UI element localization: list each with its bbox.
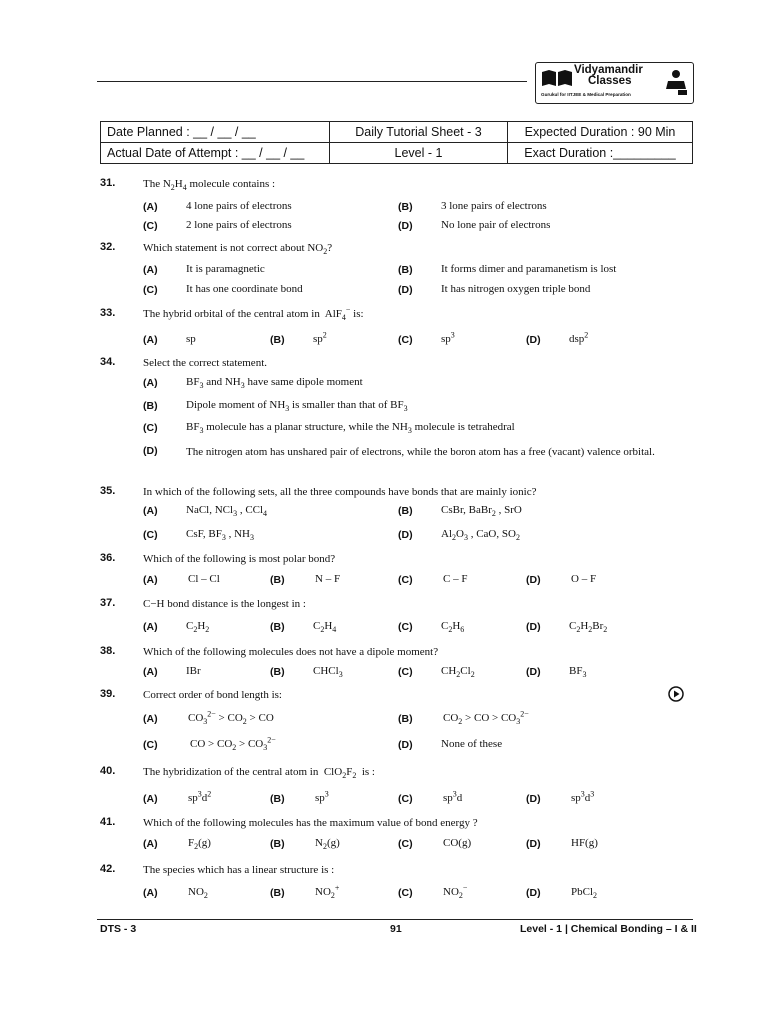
q42-c-label[interactable]: (C)	[398, 887, 413, 899]
student-desk-icon	[664, 69, 688, 97]
q40-d-label[interactable]: (D)	[526, 793, 541, 805]
q39-text: Correct order of bond length is:	[143, 689, 282, 701]
footer-topic: Level - 1 | Chemical Bonding – I & II	[520, 923, 697, 935]
q35-a[interactable]: NaCl, NCl$_3$ , CCl$_4$	[186, 504, 268, 519]
q38-d-label[interactable]: (D)	[526, 666, 541, 678]
q33-d[interactable]: dsp$^2$	[569, 330, 589, 345]
q37-bond: C−H	[143, 598, 165, 610]
q36-d-label[interactable]: (D)	[526, 574, 541, 586]
q39-d[interactable]: None of these	[441, 738, 503, 750]
top-rule	[97, 81, 527, 82]
q37-c-label[interactable]: (C)	[398, 621, 413, 633]
video-play-icon[interactable]	[668, 686, 684, 702]
q34-c[interactable]: $BF_3$ molecule has a planar structure, while the $NH_3$ molecule is tetrahedral	[186, 421, 515, 436]
q41-b-label[interactable]: (B)	[270, 838, 285, 850]
q36-b[interactable]: N – F	[315, 573, 341, 585]
footer-sheet: DTS - 3	[100, 923, 137, 935]
q32-c-label[interactable]: (C)	[143, 284, 158, 296]
q31-c-label[interactable]: (C)	[143, 220, 158, 232]
q38-d[interactable]: $BF_3$	[569, 665, 587, 680]
q37-b-label[interactable]: (B)	[270, 621, 285, 633]
q38-b-label[interactable]: (B)	[270, 666, 285, 678]
q41-a-label[interactable]: (A)	[143, 838, 158, 850]
logo-name-line2: Classes	[588, 75, 632, 87]
q40-text-main: The hybridization of the central atom in	[143, 766, 319, 778]
q36-c[interactable]: C – F	[443, 573, 468, 585]
q33-text: The hybrid orbital of the central atom in AlF$_4$− is:	[143, 305, 364, 323]
q38-a[interactable]: IBr	[186, 665, 201, 677]
q37-number: 37.	[100, 597, 116, 609]
q35-d-label[interactable]: (D)	[398, 529, 413, 541]
q31-b[interactable]: 3 lone pairs of electrons	[441, 200, 547, 212]
q36-c-label[interactable]: (C)	[398, 574, 413, 586]
q39-a[interactable]: $CO_3^{2-} > CO_2$ > CO	[188, 709, 274, 727]
q36-text: Which of the following is most polar bond?	[143, 553, 336, 565]
q40-text: The hybridization of the central atom in $ClO_2F_2$ is :	[143, 766, 375, 781]
q39-c[interactable]: CO > $CO_2 > CO_3^{2-}$	[190, 735, 276, 753]
q35-d[interactable]: $Al_2O_3$ , CaO, $SO_2$	[441, 528, 520, 543]
q31-b-label[interactable]: (B)	[398, 201, 413, 213]
q32-c[interactable]: It has one coordinate bond	[186, 283, 303, 295]
q40-b[interactable]: $sp^3$	[315, 789, 329, 804]
q34-b[interactable]: Dipole moment of $NH_3$ is smaller than that of $BF_3$	[186, 399, 408, 414]
q40-a-label[interactable]: (A)	[143, 793, 158, 805]
q40-c-label[interactable]: (C)	[398, 793, 413, 805]
q32-d-label[interactable]: (D)	[398, 284, 413, 296]
q38-number: 38.	[100, 645, 116, 657]
q33-b-label[interactable]: (B)	[270, 334, 285, 346]
q37-d-label[interactable]: (D)	[526, 621, 541, 633]
q38-a-label[interactable]: (A)	[143, 666, 158, 678]
q40-number: 40.	[100, 765, 116, 777]
q42-a-label[interactable]: (A)	[143, 887, 158, 899]
q39-d-label[interactable]: (D)	[398, 739, 413, 751]
q39-a-label[interactable]: (A)	[143, 713, 158, 725]
q31-a-label[interactable]: (A)	[143, 201, 158, 213]
q41-number: 41.	[100, 816, 116, 828]
logo	[535, 62, 694, 104]
q35-number: 35.	[100, 485, 116, 497]
books-logo-icon	[541, 68, 573, 88]
q33-a[interactable]: sp	[186, 333, 196, 345]
q37-c[interactable]: $C_2H_6$	[441, 620, 465, 635]
q40-b-label[interactable]: (B)	[270, 793, 285, 805]
logo-tagline: Gurukul for IITJEE & Medical Preparation	[541, 92, 631, 97]
q40-c[interactable]: $sp^3d$	[443, 789, 463, 804]
q41-a[interactable]: $F_2(g)$	[188, 837, 211, 852]
q41-c[interactable]: CO(g)	[443, 837, 472, 849]
footer-rule	[97, 919, 693, 920]
q32-text-main: Which statement is not correct about NO	[143, 242, 324, 254]
sheet-title: Daily Tutorial Sheet - 3	[330, 122, 508, 143]
q38-b[interactable]: CHCl$_3$	[313, 665, 343, 680]
q37-a-label[interactable]: (A)	[143, 621, 158, 633]
q35-c-label[interactable]: (C)	[143, 529, 158, 541]
q40-a[interactable]: $sp^3d^2$	[188, 789, 212, 804]
q35-b-label[interactable]: (B)	[398, 505, 413, 517]
q41-c-label[interactable]: (C)	[398, 838, 413, 850]
q40-d[interactable]: $sp^3d^3$	[571, 789, 595, 804]
q42-d[interactable]: PbCl$_2$	[571, 886, 598, 901]
q31-d-label[interactable]: (D)	[398, 220, 413, 232]
actual-date: Actual Date of Attempt : __ / __ / __	[101, 143, 330, 164]
q34-b-label[interactable]: (B)	[143, 400, 158, 412]
q35-c[interactable]: CsF, $BF_3$ , $NH_3$	[186, 528, 254, 543]
expected-duration: Expected Duration : 90 Min	[508, 122, 693, 143]
q36-a[interactable]: Cl – Cl	[188, 573, 220, 585]
q34-d[interactable]: The nitrogen atom has unshared pair of electrons, while the boron atom has a free (vacant) valence orbital.	[186, 446, 655, 458]
q34-a[interactable]: $BF_3$ and $NH_3$ have same dipole moment	[186, 376, 363, 391]
q33-d-label[interactable]: (D)	[526, 334, 541, 346]
q42-text: The species which has a linear structure is :	[143, 864, 335, 876]
q32-d[interactable]: It has nitrogen oxygen triple bond	[441, 283, 591, 295]
q33-a-label[interactable]: (A)	[143, 334, 158, 346]
q41-text: Which of the following molecules has the maximum value of bond energy ?	[143, 817, 478, 829]
q31-a[interactable]: 4 lone pairs of electrons	[186, 200, 292, 212]
q35-text: In which of the following sets, all the three compounds have bonds that are mainly ionic?	[143, 486, 537, 498]
q36-a-label[interactable]: (A)	[143, 574, 158, 586]
q32-number: 32.	[100, 241, 116, 253]
q37-a[interactable]: $C_2H_2$	[186, 620, 210, 635]
q31-c[interactable]: 2 lone pairs of electrons	[186, 219, 292, 231]
q32-b[interactable]: It forms dimer and paramanetism is lost	[441, 263, 617, 275]
exact-duration: Exact Duration :_________	[508, 143, 693, 164]
q33-number: 33.	[100, 307, 116, 319]
q37-text-main: bond distance is the longest in :	[167, 598, 306, 610]
q33-b[interactable]: $sp^2$	[313, 330, 327, 345]
q39-b-label[interactable]: (B)	[398, 713, 413, 725]
q31-d[interactable]: No lone pair of electrons	[441, 219, 551, 231]
q36-d[interactable]: O – F	[571, 573, 597, 585]
q32-a[interactable]: It is paramagnetic	[186, 263, 265, 275]
q34-d-label[interactable]: (D)	[143, 445, 158, 457]
q41-b[interactable]: $N_2(g)$	[315, 837, 340, 852]
q39-b[interactable]: $CO_2$ > CO > $CO_3^{2-}$	[443, 709, 529, 727]
q37-d[interactable]: $C_2H_2Br_2$	[569, 620, 608, 635]
q42-a[interactable]: $NO_2$	[188, 886, 208, 901]
q42-d-label[interactable]: (D)	[526, 887, 541, 899]
q41-d-label[interactable]: (D)	[526, 838, 541, 850]
q34-c-label[interactable]: (C)	[143, 422, 158, 434]
q42-c[interactable]: $NO_2^-$	[443, 883, 468, 901]
q42-number: 42.	[100, 863, 116, 875]
q38-c[interactable]: $CH_2Cl_2$	[441, 665, 475, 680]
q41-d[interactable]: HF(g)	[571, 837, 598, 849]
q34-a-label[interactable]: (A)	[143, 377, 158, 389]
q42-b-label[interactable]: (B)	[270, 887, 285, 899]
q42-b[interactable]: $NO_2^+$	[315, 883, 340, 901]
q32-b-label[interactable]: (B)	[398, 264, 413, 276]
q33-c[interactable]: $sp^3$	[441, 330, 455, 345]
q38-c-label[interactable]: (C)	[398, 666, 413, 678]
q32-text: Which statement is not correct about $NO_2$?	[143, 242, 333, 257]
q37-text	[143, 597, 306, 611]
q31-number: 31.	[100, 177, 116, 189]
q39-c-label[interactable]: (C)	[143, 739, 158, 751]
q39-number: 39.	[100, 688, 116, 700]
q36-number: 36.	[100, 552, 116, 564]
q37-b[interactable]: $C_2H_4$	[313, 620, 337, 635]
q34-text: Select the correct statement.	[143, 357, 267, 369]
q35-a-label[interactable]: (A)	[143, 505, 158, 517]
logo-name	[574, 65, 643, 87]
date-planned: Date Planned : __ / __ / __	[101, 122, 330, 143]
q35-b[interactable]: CsBr, BaBr$_2$ , SrO	[441, 504, 522, 519]
logo-name-line1: Vidyamandir	[574, 64, 643, 76]
q38-text: Which of the following molecules does not have a dipole moment?	[143, 646, 439, 658]
q33-c-label[interactable]: (C)	[398, 334, 413, 346]
q31-text: The $N_2H_4$ molecule contains :	[143, 178, 276, 193]
page-number: 91	[390, 923, 402, 935]
header-table	[100, 121, 693, 164]
q34-number: 34.	[100, 356, 116, 368]
q32-a-label[interactable]: (A)	[143, 264, 158, 276]
q36-b-label[interactable]: (B)	[270, 574, 285, 586]
level: Level - 1	[330, 143, 508, 164]
